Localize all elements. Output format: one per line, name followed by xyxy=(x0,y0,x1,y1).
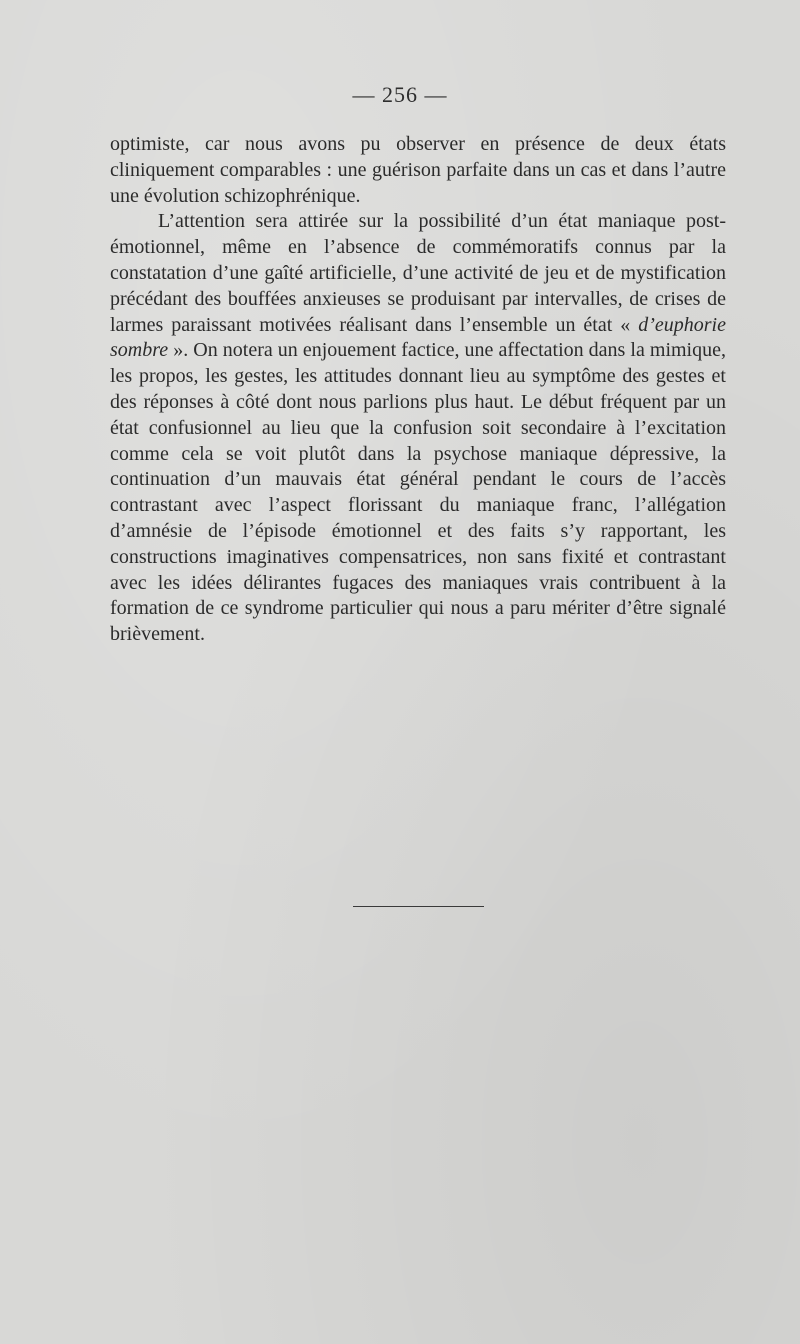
end-of-section-rule xyxy=(353,906,484,907)
paragraph-syndrome xyxy=(110,209,726,648)
page-number: — 256 — xyxy=(352,82,448,107)
body-text xyxy=(110,132,726,648)
paragraph-continuation: optimiste, car nous avons pu observer en présence de deux états cliniquement comparables : une guérison parfaite dans un cas et dans l’autre une évolution schizophrénique. xyxy=(110,133,726,207)
paragraph-syndrome-start: L’attention sera attirée sur la possibilité d’un état maniaque post-émotionnel, même en l’absence de commémoratifs connus par la constatation d’une gaîté artificielle, d’une activité de jeu et de mystification précédant des bouffées anxieuses se produisant par intervalles, de crises de larmes paraissant motivées réalisant dans l’ensemble un état « xyxy=(110,210,726,336)
emphasis-euphorie-sombre: d’euphorie sombre xyxy=(110,313,726,362)
paragraph-syndrome-end: ». On notera un enjouement factice, une affectation dans la mimique, les propos, les gestes, les attitudes donnant lieu au symptôme des gestes et des réponses à côté dont nous parlions plus haut. Le début fréquent par un état confusionnel au lieu que la confusion soit secondaire à l’excitation comme cela se voit plutôt dans la psychose maniaque dépressive, la continuation d’un mauvais état général pendant le cours de l’accès contrastant avec l’aspect florissant du maniaque franc, l’allégation d’amnésie de l’épisode émotionnel et des faits s’y rapportant, les constructions imaginatives compensatrices, non sans fixité et contrastant avec les idées délirantes fugaces des maniaques vrais contribuent à la formation de ce syndrome particulier qui nous a paru mériter d’être signalé brièvement. xyxy=(110,339,726,646)
